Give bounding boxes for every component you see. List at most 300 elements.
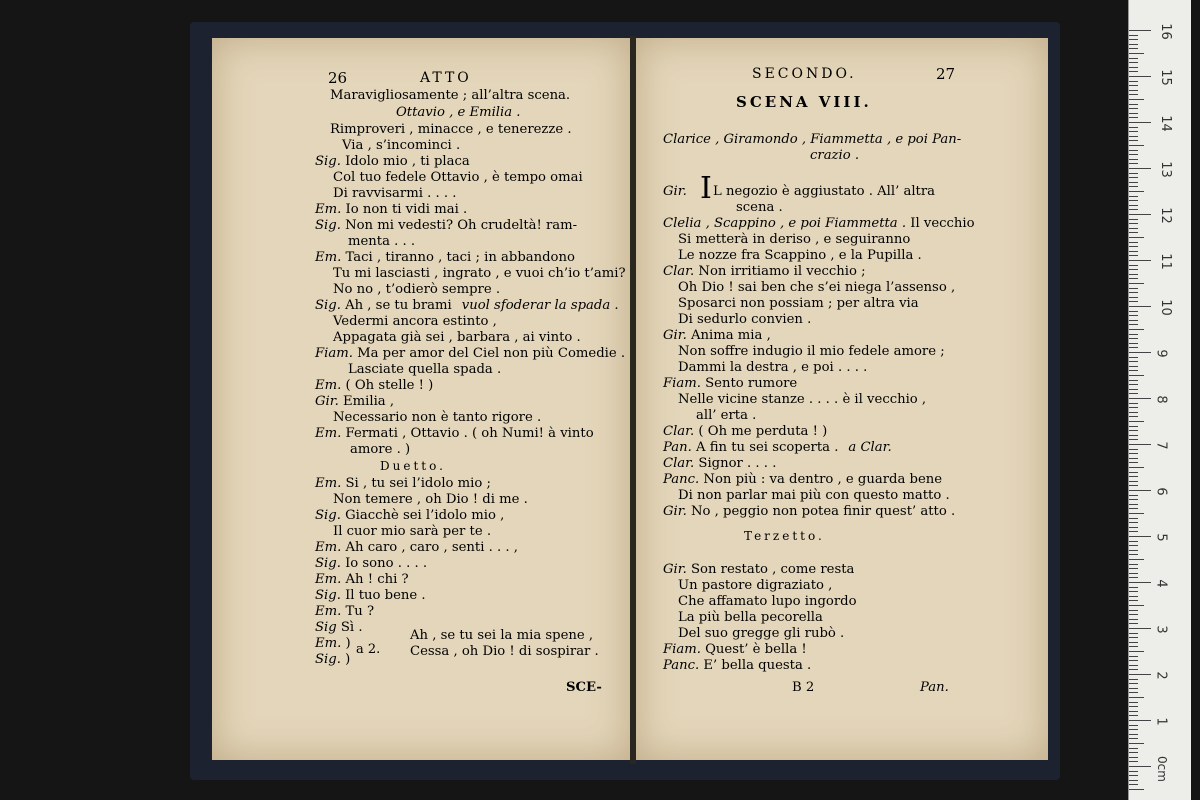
ruler-tick	[1129, 504, 1138, 505]
speaker-label: Sig.	[315, 556, 346, 571]
ruler-tick	[1129, 780, 1138, 781]
text-line	[315, 426, 594, 442]
line-text: Sento rumore	[705, 376, 798, 391]
text-line	[350, 442, 410, 458]
ruler-tick	[1129, 665, 1138, 666]
ruler-tick	[1129, 375, 1144, 376]
ruler-tick	[1129, 476, 1138, 477]
line-text: Il vecchio	[910, 216, 975, 231]
ruler-tick	[1129, 679, 1138, 680]
ruler-number: 3	[1153, 625, 1169, 634]
right-running-head: SECONDO.	[752, 66, 857, 82]
ruler-tick	[1129, 743, 1144, 744]
ruler-tick	[1129, 771, 1138, 772]
cast-line-2: crazio .	[810, 148, 860, 163]
speaker-label: Panc.	[663, 472, 704, 487]
speaker-label: Em.	[315, 476, 346, 491]
ruler-tick	[1129, 320, 1138, 321]
text-line	[333, 330, 581, 346]
ruler-tick	[1129, 265, 1138, 266]
text-line	[678, 392, 926, 408]
ruler-number: 5	[1153, 533, 1169, 542]
text-line	[333, 282, 500, 298]
line-text: Maravigliosamente ; all’altra scena.	[330, 88, 571, 103]
right-page-number: 27	[936, 65, 956, 83]
ruler-tick	[1129, 554, 1138, 555]
ruler-number: 1	[1153, 717, 1169, 726]
text-line	[663, 456, 776, 472]
speaker-label: Clar.	[663, 456, 699, 471]
text-line	[678, 280, 955, 296]
ruler-tick	[1129, 288, 1138, 289]
ruler-tick	[1129, 357, 1138, 358]
text-line	[663, 504, 955, 520]
line-text: Che affamato lupo ingordo	[678, 594, 857, 609]
line-text: all’ erta .	[696, 408, 757, 423]
ruler-number: 16	[1157, 23, 1173, 40]
ruler-tick	[1129, 76, 1151, 77]
line-text: Giacchè sei l’idolo mio ,	[345, 508, 505, 523]
line-text: Io non ti vidi mai .	[345, 202, 468, 217]
ruler-tick	[1129, 568, 1138, 569]
text-line	[315, 250, 575, 266]
ruler-tick	[1129, 430, 1138, 431]
ruler-tick	[1129, 104, 1138, 105]
ruler-tick	[1129, 550, 1138, 551]
line-text: Via , s’incominci .	[342, 138, 461, 153]
ruler-tick	[1129, 706, 1138, 707]
text-line	[333, 524, 491, 540]
left-catchword: SCE-	[566, 680, 602, 695]
text-line	[330, 88, 570, 104]
ruler-tick	[1129, 508, 1138, 509]
ruler-tick	[1129, 596, 1138, 597]
ruler-tick	[1129, 623, 1138, 624]
text-line	[315, 604, 374, 620]
speaker-label: Gir.	[663, 504, 691, 519]
ruler-tick	[1129, 159, 1138, 160]
line-text: Un pastore digraziato ,	[678, 578, 833, 593]
text-line	[315, 556, 427, 572]
line-text: Sì .	[340, 620, 363, 635]
ruler-tick	[1129, 140, 1138, 141]
line-text: Dammi la destra , e poi . . . .	[678, 360, 868, 375]
speaker-label: Clar.	[663, 264, 699, 279]
speaker-label: Clelia , Scappino , e poi Fiammetta .	[663, 216, 911, 231]
text-line	[678, 488, 950, 504]
line-text: E’ bella questa .	[703, 658, 812, 673]
scene-title: SCENA VIII.	[736, 93, 872, 111]
ruler-tick	[1129, 784, 1138, 785]
ruler-tick	[1129, 752, 1138, 753]
ruler-tick	[1129, 347, 1138, 348]
line-text: Non mi vedesti? Oh crudeltà! ram-	[345, 218, 578, 233]
ruler-tick	[1129, 637, 1138, 638]
text-line	[678, 232, 910, 248]
line-text: Ma per amor del Ciel non più Comedie .	[357, 346, 626, 361]
ruler-tick	[1129, 697, 1144, 698]
ruler-tick	[1129, 370, 1138, 371]
ruler-number: 2	[1153, 671, 1169, 680]
ruler-tick	[1129, 39, 1138, 40]
ruler-tick	[1129, 683, 1138, 684]
ruler-tick	[1129, 416, 1138, 417]
ruler-tick	[1129, 163, 1138, 164]
ruler-tick	[1129, 559, 1144, 560]
ruler-number: 12	[1157, 207, 1173, 224]
ruler-tick	[1129, 389, 1138, 390]
ruler-tick	[1129, 154, 1138, 155]
ruler-tick	[1129, 214, 1151, 215]
ruler-tick	[1129, 485, 1138, 486]
ruler-tick	[1129, 274, 1138, 275]
text-line	[315, 476, 491, 492]
ruler-tick	[1129, 518, 1138, 519]
ruler-tick	[1129, 439, 1138, 440]
ruler-tick	[1129, 44, 1138, 45]
line-text: Lasciate quella spada .	[348, 362, 502, 377]
text-line	[315, 218, 577, 234]
ruler-tick	[1129, 458, 1138, 459]
text-line	[663, 440, 892, 456]
ruler-tick	[1129, 734, 1138, 735]
ruler-tick	[1129, 53, 1144, 54]
ruler-tick	[1129, 145, 1144, 146]
ruler-tick	[1129, 495, 1138, 496]
ruler-tick	[1129, 122, 1151, 123]
left-running-head: ATTO	[420, 70, 472, 86]
text-line	[315, 620, 363, 636]
text-line	[315, 508, 504, 524]
speaker-label: Gir.	[663, 562, 691, 577]
line-text: Fermati , Ottavio . ( oh Numi! à vinto	[345, 426, 594, 441]
line-text: Di non parlar mai più con questo matto .	[678, 488, 950, 503]
line-text: Di ravvisarmi . . . .	[333, 186, 457, 201]
line-text: Del suo gregge gli rubò .	[678, 626, 845, 641]
ruler-number: 6	[1153, 487, 1169, 496]
ruler-tick	[1129, 393, 1138, 394]
ruler-tick	[1129, 113, 1138, 114]
speaker-label: Gir.	[315, 394, 343, 409]
ruler-tick	[1129, 99, 1144, 100]
text-line	[315, 298, 619, 314]
ruler-tick	[1129, 136, 1138, 137]
ruler-tick	[1129, 757, 1138, 758]
text-line	[348, 234, 415, 250]
ruler-tick	[1129, 610, 1138, 611]
ruler-tick	[1129, 407, 1138, 408]
line-text: Si metterà in deriso , e seguiranno	[678, 232, 911, 247]
speaker-label: Em.	[315, 378, 346, 393]
ruler-tick	[1129, 646, 1138, 647]
text-line	[678, 296, 919, 312]
ruler-tick	[1129, 651, 1144, 652]
ruler-tick	[1129, 269, 1138, 270]
ruler-tick	[1129, 71, 1138, 72]
text-line	[333, 314, 497, 330]
a2-label: a 2.	[356, 642, 381, 657]
ruler-tick	[1129, 531, 1138, 532]
ruler-tick	[1129, 85, 1138, 86]
ruler-tick	[1129, 228, 1138, 229]
line-text: Oh Dio ! sai ben che s’ei niega l’assenso ,	[678, 280, 956, 295]
ruler-tick	[1129, 81, 1138, 82]
text-line	[315, 394, 394, 410]
ruler-number: 14	[1157, 115, 1173, 132]
ruler-tick	[1129, 311, 1138, 312]
ruler-tick	[1129, 283, 1144, 284]
ruler-tick	[1129, 490, 1151, 491]
text-line	[678, 578, 832, 594]
line-text: Vedermi ancora estinto ,	[333, 314, 497, 329]
ruler-tick	[1129, 352, 1151, 353]
text-line	[333, 492, 528, 508]
ruler-tick	[1129, 90, 1138, 91]
ruler-tick	[1129, 196, 1138, 197]
ruler-number: 9	[1153, 349, 1169, 358]
measuring-ruler	[1128, 0, 1191, 800]
ruler-tick	[1129, 656, 1138, 657]
ruler-tick	[1129, 619, 1138, 620]
ruler-tick	[1129, 306, 1151, 307]
ruler-tick	[1129, 48, 1138, 49]
ruler-tick	[1129, 729, 1138, 730]
ruler-number: 10	[1157, 299, 1173, 316]
line-text: Rimproveri , minacce , e tenerezze .	[330, 122, 572, 137]
ruler-tick	[1129, 738, 1138, 739]
ruler-tick	[1129, 577, 1138, 578]
line-text: Io sono . . . .	[345, 556, 428, 571]
text-line	[678, 610, 823, 626]
ruler-tick	[1129, 94, 1138, 95]
speaker-label: Panc.	[663, 658, 704, 673]
ruler-tick	[1129, 131, 1138, 132]
ruler-tick	[1129, 522, 1138, 523]
line-text: Idolo mio , ti placa	[345, 154, 470, 169]
line-text: Tu mi lasciasti , ingrato , e vuoi ch’io t’ami?	[333, 266, 626, 281]
ruler-tick	[1129, 30, 1151, 31]
ruler-tick	[1129, 168, 1151, 169]
ruler-tick	[1129, 260, 1151, 261]
line-text: Son restato , come resta	[691, 562, 855, 577]
a2-line-2: Cessa , oh Dio ! di sospirar .	[410, 644, 599, 659]
text-line	[333, 266, 626, 282]
line-text: Il tuo bene .	[345, 588, 426, 603]
text-line	[663, 472, 942, 488]
ruler-tick	[1129, 669, 1138, 670]
speaker-label: Sig.	[315, 298, 346, 313]
ruler-tick	[1129, 587, 1138, 588]
ruler-tick	[1129, 720, 1151, 721]
stage-direction: vuol sfoderar la spada .	[461, 298, 619, 313]
ruler-tick	[1129, 251, 1138, 252]
ruler-tick	[1129, 219, 1138, 220]
text-line	[663, 562, 854, 578]
speaker-label: Gir.	[663, 328, 691, 343]
speaker-label: Gir.	[663, 184, 691, 199]
left-page-number: 26	[328, 69, 348, 87]
speaker-label: Sig	[315, 620, 341, 635]
ruler-tick	[1129, 315, 1138, 316]
line-text: scena .	[736, 200, 783, 215]
ruler-tick	[1129, 403, 1138, 404]
line-text: )	[345, 652, 351, 667]
text-line	[678, 594, 857, 610]
speaker-label: Em.	[315, 426, 346, 441]
text-line	[342, 138, 460, 154]
text-line	[736, 200, 783, 216]
ruler-tick	[1129, 462, 1138, 463]
ruler-tick	[1129, 421, 1144, 422]
ruler-tick	[1129, 748, 1138, 749]
ruler-tick	[1129, 338, 1138, 339]
text-line	[330, 122, 572, 138]
ruler-tick	[1129, 536, 1151, 537]
terzetto-title: Terzetto.	[744, 529, 825, 543]
ruler-tick	[1129, 766, 1151, 767]
ruler-tick	[1129, 329, 1144, 330]
ruler-tick	[1129, 642, 1138, 643]
line-text: Ah caro , caro , senti . . . ,	[345, 540, 518, 555]
ruler-tick	[1129, 297, 1138, 298]
text-line	[315, 636, 351, 652]
line-text: Non più : va dentro , e guarda bene	[703, 472, 943, 487]
ruler-tick	[1129, 582, 1151, 583]
ruler-tick	[1129, 191, 1144, 192]
text-line	[315, 346, 625, 362]
ruler-tick	[1129, 692, 1138, 693]
line-text: Tu ?	[345, 604, 375, 619]
line-text: Taci , tiranno , taci ; in abbandono	[345, 250, 575, 265]
text-line	[663, 658, 811, 674]
text-line	[315, 202, 467, 218]
speaker-label: Sig.	[315, 652, 346, 667]
ruler-tick	[1129, 435, 1138, 436]
text-line	[663, 264, 866, 280]
line-text: Non soffre indugio il mio fedele amore ;	[678, 344, 945, 359]
text-line	[315, 378, 433, 394]
ruler-tick	[1129, 444, 1151, 445]
line-text: ( Oh me perduta ! )	[698, 424, 828, 439]
line-text: Emilia ,	[343, 394, 395, 409]
ruler-tick	[1129, 366, 1138, 367]
ruler-tick	[1129, 278, 1138, 279]
ruler-tick	[1129, 324, 1138, 325]
ruler-tick	[1129, 127, 1138, 128]
ruler-tick	[1129, 761, 1138, 762]
ruler-tick	[1129, 412, 1138, 413]
stage-direction: a Clar.	[848, 440, 892, 455]
duet-title: Duetto.	[380, 459, 446, 473]
speaker-label: Fiam.	[663, 642, 706, 657]
line-text: Non temere , oh Dio ! di me .	[333, 492, 528, 507]
ruler-tick	[1129, 334, 1138, 335]
ruler-tick	[1129, 58, 1138, 59]
speaker-label: Em.	[315, 572, 346, 587]
text-line	[663, 328, 771, 344]
text-line	[663, 216, 975, 232]
signature-mark: B 2	[792, 680, 815, 695]
ruler-tick	[1129, 62, 1138, 63]
text-line	[663, 376, 797, 392]
ruler-tick	[1129, 182, 1138, 183]
ruler-tick	[1129, 237, 1144, 238]
ruler-tick	[1129, 789, 1144, 790]
line-text: Anima mia ,	[691, 328, 771, 343]
line-text: Signor . . . .	[698, 456, 777, 471]
ruler-number: 8	[1153, 395, 1169, 404]
text-line	[678, 312, 811, 328]
ruler-number: 4	[1153, 579, 1169, 588]
ruler-tick	[1129, 223, 1138, 224]
ruler-tick	[1129, 660, 1138, 661]
speaker-label: Em.	[315, 604, 346, 619]
ruler-tick	[1129, 343, 1138, 344]
line-text: L negozio è aggiustato . All’ altra	[713, 184, 936, 199]
ruler-tick	[1129, 301, 1138, 302]
ruler-tick	[1129, 564, 1138, 565]
ruler-tick	[1129, 702, 1138, 703]
ruler-tick	[1129, 177, 1138, 178]
speaker-label: Em.	[315, 540, 346, 555]
ruler-tick	[1129, 545, 1138, 546]
speaker-label: Fiam.	[663, 376, 706, 391]
text-line	[333, 170, 583, 186]
speaker-label: Em.	[315, 202, 346, 217]
ruler-number: 7	[1153, 441, 1169, 450]
speaker-label: Sig.	[315, 508, 346, 523]
ruler-tick	[1129, 453, 1138, 454]
ruler-tick	[1129, 173, 1138, 174]
ruler-tick	[1129, 591, 1138, 592]
line-text: menta . . .	[348, 234, 416, 249]
text-line	[315, 540, 518, 556]
line-text: Col tuo fedele Ottavio , è tempo omai	[333, 170, 583, 185]
ruler-tick	[1129, 186, 1138, 187]
ruler-tick	[1129, 628, 1151, 629]
ruler-tick	[1129, 499, 1138, 500]
speaker-label: Sig.	[315, 218, 346, 233]
ruler-number: 11	[1157, 253, 1173, 270]
line-text: Non irritiamo il vecchio ;	[698, 264, 866, 279]
text-line	[696, 408, 756, 424]
ruler-tick	[1129, 246, 1138, 247]
ruler-tick	[1129, 527, 1138, 528]
ruler-tick	[1129, 600, 1138, 601]
text-line	[678, 626, 844, 642]
ruler-tick	[1129, 426, 1138, 427]
ruler-tick	[1129, 472, 1138, 473]
a2-line-1: Ah , se tu sei la mia spene ,	[410, 628, 594, 643]
ruler-tick	[1129, 150, 1138, 151]
speaker-label: Fiam.	[315, 346, 358, 361]
ruler-tick	[1129, 384, 1138, 385]
ruler-tick	[1129, 361, 1138, 362]
text-line	[333, 410, 541, 426]
text-line	[348, 362, 501, 378]
right-catchword: Pan.	[920, 680, 949, 695]
ruler-tick	[1129, 398, 1151, 399]
ruler-tick	[1129, 674, 1151, 675]
speaker-label: Sig.	[315, 588, 346, 603]
text-line	[663, 184, 935, 200]
line-text: Ottavio , e Emilia .	[396, 105, 521, 120]
line-text: amore . )	[350, 442, 411, 457]
ruler-tick	[1129, 380, 1138, 381]
ruler-unit-label: 0cm	[1154, 756, 1169, 782]
ruler-tick	[1129, 573, 1138, 574]
line-text: Quest’ è bella !	[705, 642, 807, 657]
